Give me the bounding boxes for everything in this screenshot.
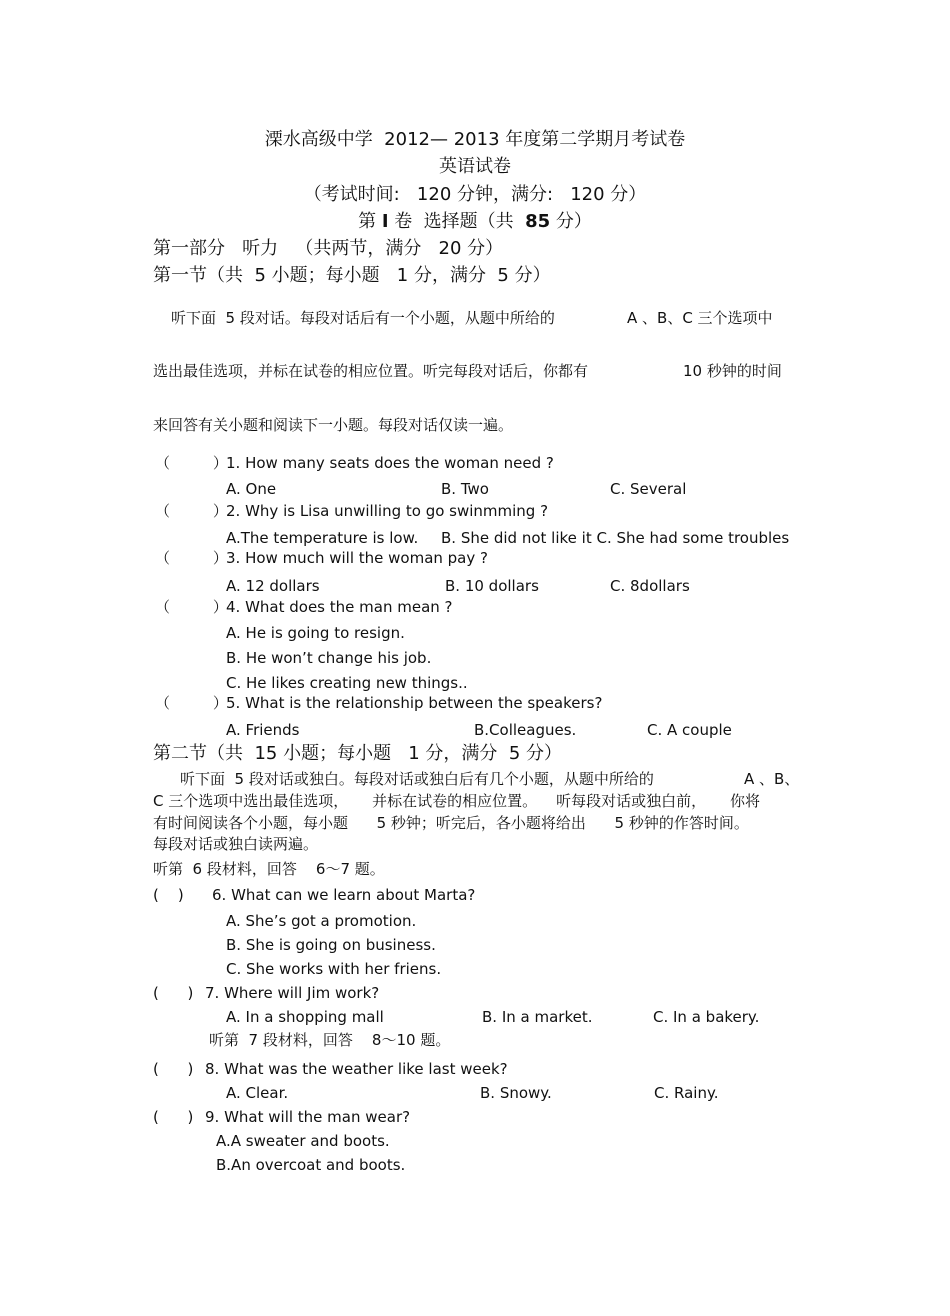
answer-bracket: （ ）: [155, 694, 228, 712]
subject-title: 英语试卷: [439, 156, 511, 177]
volume-title: [0, 213, 950, 231]
section2-instruction-line2: C 三个选项中选出最佳选项， 并标在试卷的相应位置。 听每段对话或独白前， 你将: [153, 792, 760, 810]
answer-bracket: （ ）: [155, 454, 228, 472]
section1-heading: 第一节（共 5 小题；每小题 1 分，满分 5 分）: [153, 265, 551, 286]
option-5b: B.Colleagues.: [474, 721, 577, 739]
option-5a: A. Friends: [226, 721, 300, 739]
option-9b: B.An overcoat and boots.: [216, 1156, 406, 1174]
section1-instruction-line3: 来回答有关小题和阅读下一小题。每段对话仅读一遍。: [153, 416, 514, 434]
volume-suffix: 分）: [550, 211, 592, 232]
option-3a: A. 12 dollars: [226, 577, 320, 595]
section2-instruction-line3: 有时间阅读各个小题，每小题 5 秒钟；听完后，各小题将给出 5 秒钟的作答时间。: [153, 814, 749, 832]
question-1: 1. How many seats does the woman need ?: [226, 454, 554, 472]
option-7c: C. In a bakery.: [653, 1008, 760, 1026]
option-9a: A.A sweater and boots.: [216, 1132, 390, 1150]
volume-score: 85: [525, 211, 551, 232]
option-6b: B. She is going on business.: [226, 936, 436, 954]
exam-title: 溧水高级中学 2012— 2013 年度第二学期月考试卷: [264, 129, 686, 150]
answer-bracket: （ ）: [155, 502, 228, 520]
option-4b: B. He won’t change his job.: [226, 649, 432, 667]
material-7-note: 听第 7 段材料，回答 8～10 题。: [209, 1031, 451, 1049]
option-8b: B. Snowy.: [480, 1084, 552, 1102]
material-6-note: 听第 6 段材料，回答 6～7 题。: [153, 860, 385, 878]
section1-instruction-line1-options: A 、B、C 三个选项中: [627, 309, 773, 327]
option-1c: C. Several: [610, 480, 687, 498]
section1-instruction-line2: 选出最佳选项，并标在试卷的相应位置。听完每段对话后，你都有: [153, 362, 589, 380]
option-6c: C. She works with her friens.: [226, 960, 442, 978]
option-4a: A. He is going to resign.: [226, 624, 405, 642]
option-2a: A.The temperature is low.: [226, 529, 419, 547]
option-1b: B. Two: [441, 480, 489, 498]
exam-info: （考试时间: 120 分钟，满分: 120 分）: [303, 184, 647, 205]
option-7a: A. In a shopping mall: [226, 1008, 384, 1026]
option-2bc: B. She did not like it C. She had some troubles: [441, 529, 790, 547]
option-6a: A. She’s got a promotion.: [226, 912, 417, 930]
section2-instruction-line1: 听下面 5 段对话或独白。每段对话或独白后有几个小题，从题中所给的: [180, 770, 654, 788]
volume-mid: 卷 选择题（共: [388, 211, 526, 232]
answer-bracket: ( ): [153, 886, 184, 904]
answer-bracket: ( ): [153, 1108, 194, 1126]
section2-instruction-line1-options: A 、B、: [744, 770, 800, 788]
question-2: 2. Why is Lisa unwilling to go swinmming ?: [226, 502, 549, 520]
section1-instruction-line1: 听下面 5 段对话。每段对话后有一个小题，从题中所给的: [171, 309, 555, 327]
question-7: 7. Where will Jim work?: [205, 984, 380, 1002]
question-6: 6. What can we learn about Marta?: [212, 886, 476, 904]
question-4: 4. What does the man mean ?: [226, 598, 453, 616]
volume-number: I: [381, 211, 389, 232]
option-7b: B. In a market.: [482, 1008, 593, 1026]
answer-bracket: ( ): [153, 1060, 194, 1078]
section2-heading: 第二节（共 15 小题；每小题 1 分，满分 5 分）: [153, 743, 563, 764]
option-4c: C. He likes creating new things..: [226, 674, 468, 692]
option-3c: C. 8dollars: [610, 577, 690, 595]
volume-prefix: 第: [358, 211, 382, 232]
question-5: 5. What is the relationship between the speakers?: [226, 694, 603, 712]
option-1a: A. One: [226, 480, 277, 498]
question-9: 9. What will the man wear?: [205, 1108, 411, 1126]
section1-instruction-line2-time: 10 秒钟的时间: [683, 362, 782, 380]
option-8c: C. Rainy.: [654, 1084, 719, 1102]
section2-instruction-line4: 每段对话或独白读两遍。: [153, 835, 319, 853]
question-8: 8. What was the weather like last week?: [205, 1060, 508, 1078]
answer-bracket: （ ）: [155, 598, 228, 616]
option-8a: A. Clear.: [226, 1084, 289, 1102]
part1-heading: 第一部分 听力 （共两节，满分 20 分）: [153, 238, 504, 259]
option-3b: B. 10 dollars: [445, 577, 539, 595]
option-5c: C. A couple: [647, 721, 732, 739]
answer-bracket: ( ): [153, 984, 194, 1002]
question-3: 3. How much will the woman pay ?: [226, 549, 488, 567]
answer-bracket: （ ）: [155, 549, 228, 567]
